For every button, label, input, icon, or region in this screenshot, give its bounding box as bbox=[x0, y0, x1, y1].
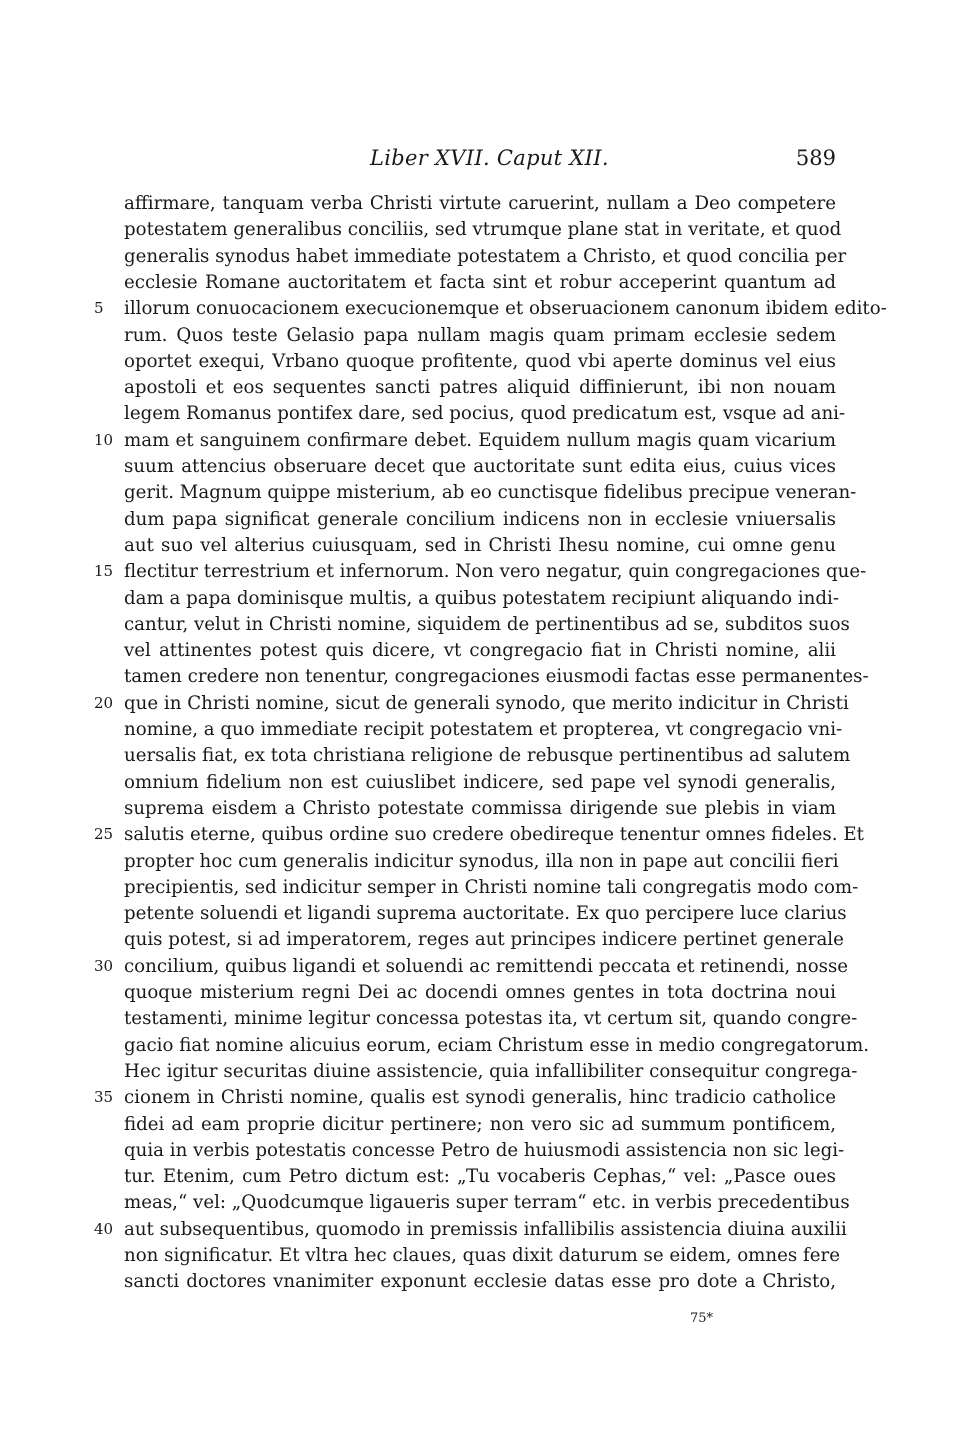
text-line: illorum conuocacionem execucionemque et obseruacionem canonum ibidem edito- bbox=[124, 298, 887, 319]
text-line: gacio fiat nomine alicuius eorum, eciam Christum esse in medio congregatorum. bbox=[124, 1035, 869, 1056]
line-number: 20 bbox=[94, 694, 114, 712]
text-line: quis potest, si ad imperatorem, reges aut principes indicere pertinet generale bbox=[124, 929, 844, 950]
text-line: suum attencius obseruare decet que auctoritate sunt edita eius, cuius vices bbox=[124, 456, 836, 477]
text-line: flectitur terrestrium et infernorum. Non vero negatur, quin congregaciones que- bbox=[124, 561, 867, 582]
text-line: Hec igitur securitas diuine assistencie, quia infallibiliter consequitur congrega- bbox=[124, 1061, 858, 1082]
signature-mark: 75* bbox=[690, 1311, 714, 1326]
text-line: aut subsequentibus, quomodo in premissis infallibilis assistencia diuina auxilii bbox=[124, 1219, 847, 1240]
text-line: vel attinentes potest quis dicere, vt congregacio fiat in Christi nomine, alii bbox=[124, 640, 836, 661]
text-line: meas,“ vel: „Quodcumque ligaueris super terram“ etc. in verbis precedentibus bbox=[124, 1192, 850, 1213]
text-line: fidei ad eam proprie dicitur pertinere; non vero sic ad summum pontificem, bbox=[124, 1114, 836, 1135]
line-number: 30 bbox=[94, 957, 114, 975]
text-line: petente soluendi et ligandi suprema auctoritate. Ex quo percipere luce clarius bbox=[124, 903, 847, 924]
text-line: aut suo vel alterius cuiusquam, sed in Christi Ihesu nomine, cui omne genu bbox=[124, 535, 836, 556]
text-line: uersalis fiat, ex tota christiana religione de rebusque pertinentibus ad salutem bbox=[124, 745, 851, 766]
line-number: 5 bbox=[94, 299, 104, 317]
text-line: rum. Quos teste Gelasio papa nullam magis quam primam ecclesie sedem bbox=[124, 325, 836, 346]
text-line: dam a papa dominisque multis, a quibus potestatem recipiunt aliquando indi- bbox=[124, 588, 839, 609]
text-line: potestatem generalibus conciliis, sed vtrumque plane stat in veritate, et quod bbox=[124, 219, 842, 240]
text-line: quoque misterium regni Dei ac docendi omnes gentes in tota doctrina noui bbox=[124, 982, 836, 1003]
text-line: omnium fidelium non est cuiuslibet indicere, sed pape vel synodi generalis, bbox=[124, 772, 836, 793]
line-number: 25 bbox=[94, 825, 114, 843]
text-line: tur. Etenim, cum Petro dictum est: „Tu vocaberis Cephas,“ vel: „Pasce oues bbox=[124, 1166, 836, 1187]
page-number: 589 bbox=[795, 146, 836, 170]
text-line: suprema eisdem a Christo potestate commissa dirigende sue plebis in viam bbox=[124, 798, 836, 819]
text-line: legem Romanus pontifex dare, sed pocius, quod predicatum est, vsque ad ani- bbox=[124, 403, 846, 424]
text-line: propter hoc cum generalis indicitur synodus, illa non in pape aut concilii fieri bbox=[124, 851, 839, 872]
text-line: gerit. Magnum quippe misterium, ab eo cunctisque fidelibus precipue veneran- bbox=[124, 482, 857, 503]
text-line: dum papa significat generale concilium indicens non in ecclesie vniuersalis bbox=[124, 509, 836, 530]
text-line: tamen credere non tenentur, congregaciones eiusmodi factas esse permanentes- bbox=[124, 666, 869, 687]
running-title: Liber XVII. Caput XII. bbox=[370, 146, 609, 170]
text-line: nomine, a quo immediate recipit potestatem et propterea, vt congregacio vni- bbox=[124, 719, 843, 740]
text-line: cantur, velut in Christi nomine, siquidem de pertinentibus ad se, subditos suos bbox=[124, 614, 850, 635]
page-header bbox=[0, 146, 960, 176]
text-line: que in Christi nomine, sicut de generali synodo, que merito indicitur in Christi bbox=[124, 693, 849, 714]
text-line: non significatur. Et vltra hec claues, quas dixit daturum se eidem, omnes fere bbox=[124, 1245, 840, 1266]
text-line: sancti doctores vnanimiter exponunt ecclesie datas esse pro dote a Christo, bbox=[124, 1271, 836, 1292]
text-line: cionem in Christi nomine, qualis est synodi generalis, hinc tradicio catholice bbox=[124, 1087, 836, 1108]
text-line: affirmare, tanquam verba Christi virtute caruerint, nullam a Deo competere bbox=[124, 193, 836, 214]
line-number: 10 bbox=[94, 431, 114, 449]
line-number: 15 bbox=[94, 562, 114, 580]
text-line: concilium, quibus ligandi et soluendi ac remittendi peccata et retinendi, nosse bbox=[124, 956, 849, 977]
text-line: salutis eterne, quibus ordine suo credere obedireque tenentur omnes fideles. Et bbox=[124, 824, 864, 845]
text-line: quia in verbis potestatis concesse Petro de huiusmodi assistencia non sic legi- bbox=[124, 1140, 845, 1161]
text-line: apostoli et eos sequentes sancti patres aliquid diffinierunt, ibi non nouam bbox=[124, 377, 836, 398]
text-line: generalis synodus habet immediate potestatem a Christo, et quod concilia per bbox=[124, 246, 847, 267]
text-line: oportet exequi, Vrbano quoque profitente, quod vbi aperte dominus vel eius bbox=[124, 351, 836, 372]
text-line: precipientis, sed indicitur semper in Christi nomine tali congregatis modo com- bbox=[124, 877, 859, 898]
text-line: mam et sanguinem confirmare debet. Equidem nullum magis quam vicarium bbox=[124, 430, 836, 451]
text-line: testamenti, minime legitur concessa potestas ita, vt certum sit, quando congre- bbox=[124, 1008, 858, 1029]
text-line: ecclesie Romane auctoritatem et facta sint et robur acceperint quantum ad bbox=[124, 272, 836, 293]
line-number: 35 bbox=[94, 1088, 114, 1106]
line-number: 40 bbox=[94, 1220, 114, 1238]
